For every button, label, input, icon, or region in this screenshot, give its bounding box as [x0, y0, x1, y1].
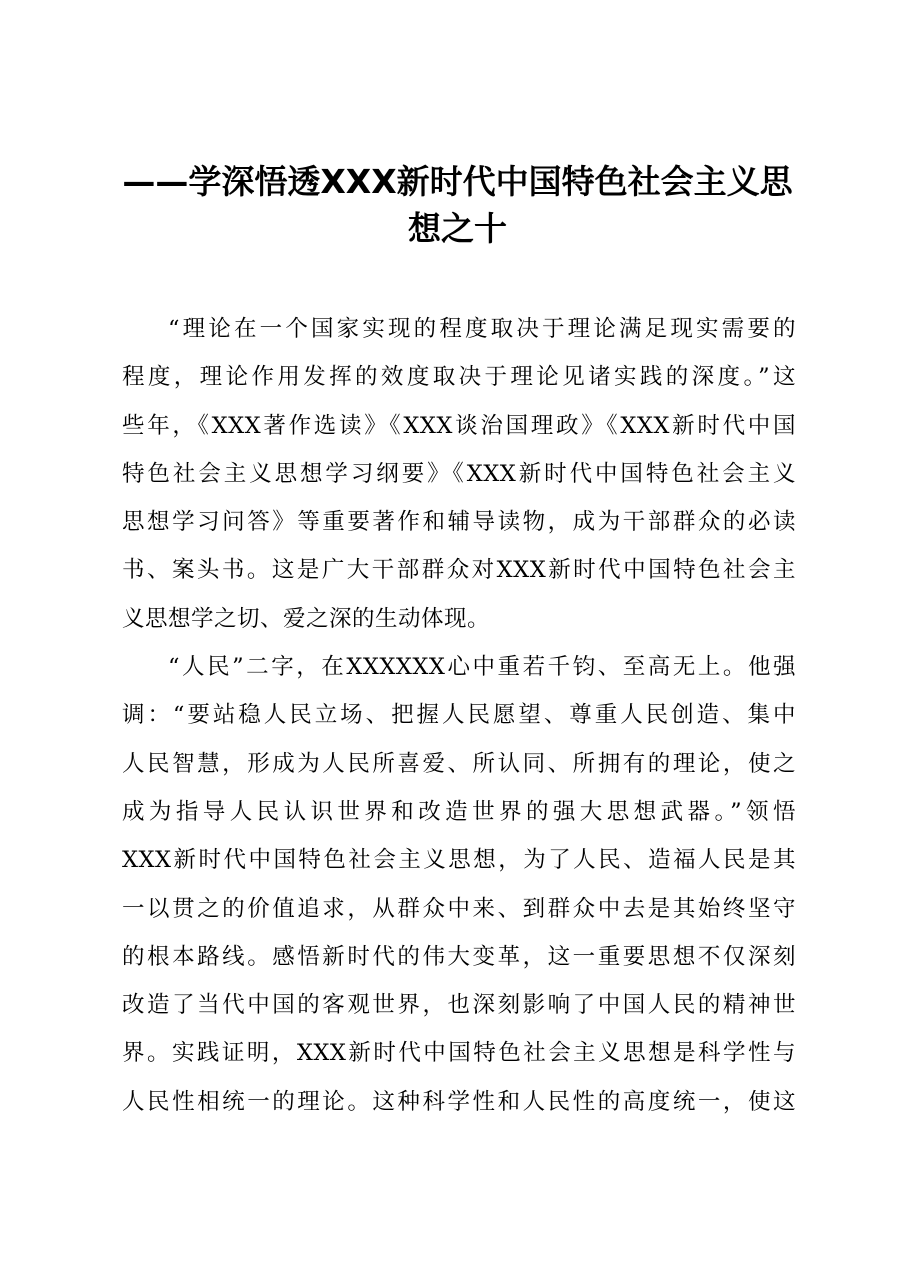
paragraph-2	[122, 648, 796, 1131]
text-line: 书、案头书。这是广大干部群众对XXX新时代中国特色社会主	[122, 557, 796, 584]
text-line: 成为指导人民认识世界和改造世界的强大思想武器。”领悟	[122, 798, 796, 825]
text-line: 改造了当代中国的客观世界，也深刻影响了中国人民的精神世	[122, 992, 796, 1019]
document-title	[120, 158, 795, 252]
text-line: 义思想学之切、爱之深的生动体现。	[122, 605, 491, 632]
text-line: 人民性相统一的理论。这种科学性和人民性的高度统一，使这	[122, 1088, 796, 1115]
text-line: “人民”二字，在XXXXXX心中重若千钧、至高无上。他强	[168, 654, 796, 681]
text-line: “理论在一个国家实现的程度取决于理论满足现实需要的	[168, 316, 796, 342]
document-body	[122, 310, 796, 1131]
title-line-2: 想之十	[408, 209, 507, 248]
text-line: 一以贯之的价值追求，从群众中来、到群众中去是其始终坚守	[122, 895, 796, 922]
text-line: 调：“要站稳人民立场、把握人民愿望、尊重人民创造、集中	[122, 702, 796, 729]
text-line: 些年，《XXX著作选读》《XXX谈治国理政》《XXX新时代中国	[122, 412, 796, 439]
text-line: 的根本路线。感悟新时代的伟大变革，这一重要思想不仅深刻	[122, 943, 796, 970]
text-line: 程度，理论作用发挥的效度取决于理论见诸实践的深度。”这	[122, 364, 796, 391]
text-line: 人民智慧，形成为人民所喜爱、所认同、所拥有的理论，使之	[122, 750, 796, 777]
text-line: 思想学习问答》等重要著作和辅导读物，成为干部群众的必读	[122, 509, 796, 536]
text-line: XXX新时代中国特色社会主义思想，为了人民、造福人民是其	[122, 847, 796, 874]
title-line-1: ——学深悟透XXX新时代中国特色社会主义思	[122, 162, 793, 201]
paragraph-1	[122, 310, 796, 648]
text-line: 特色社会主义思想学习纲要》《XXX新时代中国特色社会主义	[122, 460, 796, 487]
text-line: 界。实践证明，XXX新时代中国特色社会主义思想是科学性与	[122, 1040, 796, 1067]
